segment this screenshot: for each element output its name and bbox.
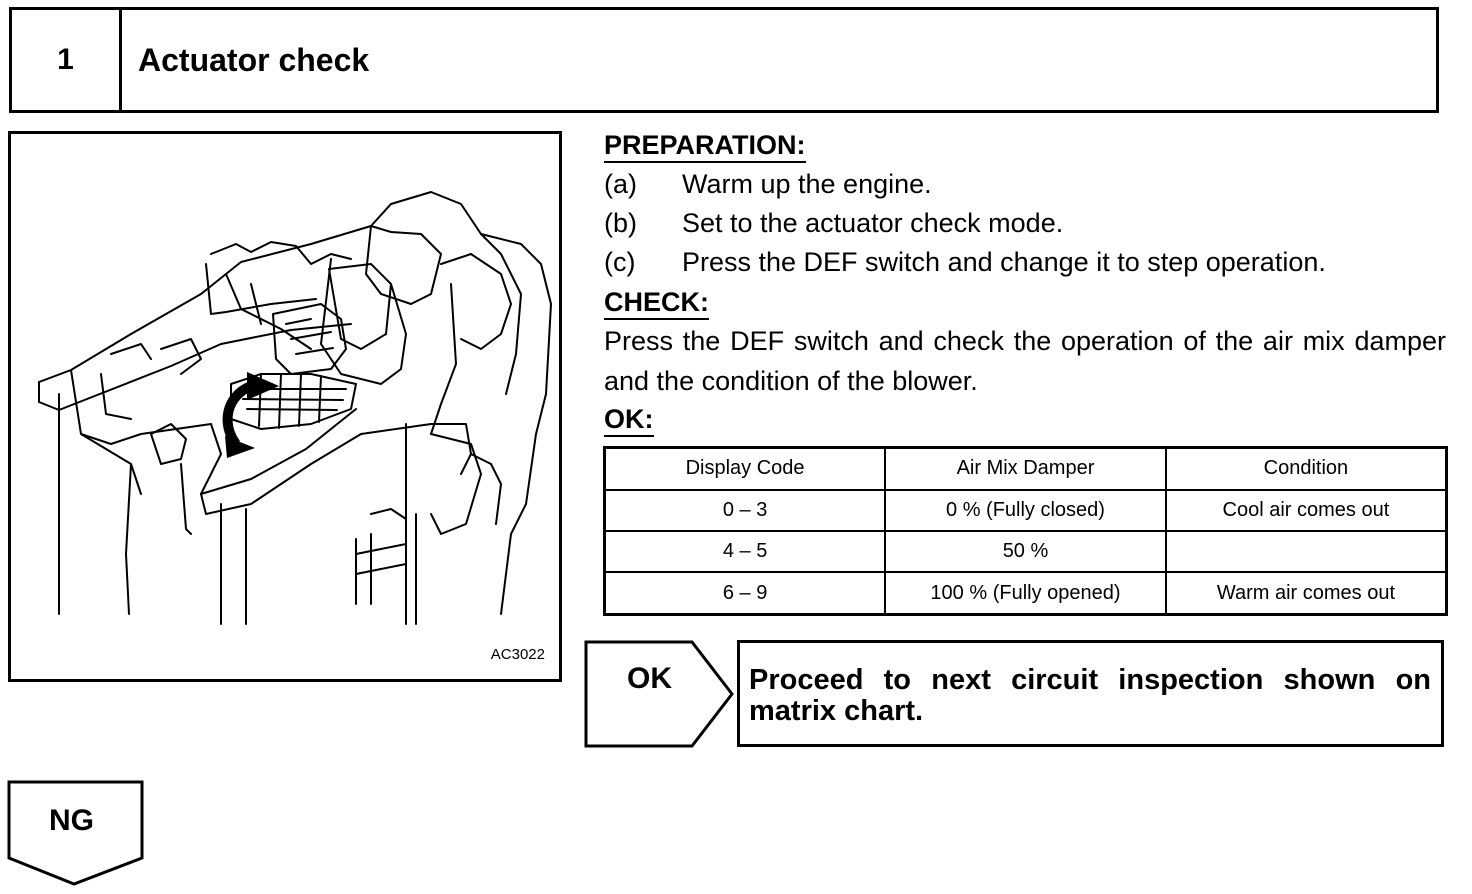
ok-label: OK: (604, 404, 654, 437)
check-text: Press the DEF switch and check the operation of the air mix damper and the condition of the blower. (604, 326, 1446, 396)
prep-step-c (604, 247, 1326, 277)
step-title: Actuator check (138, 42, 370, 78)
figure-code: AC3022 (490, 646, 545, 663)
table-cell: 4 – 5 (605, 531, 886, 572)
step-header (9, 7, 1439, 113)
heater-unit-drawing (11, 134, 559, 679)
step-letter: (c) (604, 247, 636, 277)
table-cell: 0 % (Fully closed) (885, 490, 1166, 531)
step-number: 1 (12, 10, 122, 110)
ok-result-text: Proceed to next circuit inspection shown on matrix chart. (749, 664, 1431, 727)
ng-arrow-box (7, 780, 145, 888)
step-text: Press the DEF switch and change it to step operation. (682, 247, 1326, 277)
table-cell (1166, 531, 1447, 572)
table-cell: Cool air comes out (1166, 490, 1447, 531)
actuator-illustration (8, 131, 562, 682)
table-row (605, 531, 1447, 572)
table-cell: 50 % (885, 531, 1166, 572)
table-header-row (605, 448, 1447, 490)
step-text: Set to the actuator check mode. (682, 208, 1064, 238)
ok-condition-table (603, 446, 1448, 616)
step-text: Warm up the engine. (682, 169, 932, 199)
prep-step-a (604, 169, 932, 199)
table-row (605, 572, 1447, 614)
table-header: Condition (1166, 448, 1447, 490)
ok-result-box (737, 640, 1444, 747)
table-header: Air Mix Damper (885, 448, 1166, 490)
step-letter: (b) (604, 208, 637, 238)
ok-arrow-label: OK (627, 662, 672, 695)
check-label: CHECK: (604, 287, 709, 320)
prep-step-b (604, 208, 1063, 238)
table-cell: Warm air comes out (1166, 572, 1447, 614)
table-row (605, 490, 1447, 531)
table-cell: 6 – 9 (605, 572, 886, 614)
ng-arrow-label: NG (49, 804, 94, 837)
table-header: Display Code (605, 448, 886, 490)
table-cell: 0 – 3 (605, 490, 886, 531)
ok-arrow-box (584, 640, 736, 748)
preparation-label: PREPARATION: (604, 130, 806, 163)
step-letter: (a) (604, 169, 637, 199)
table-cell: 100 % (Fully opened) (885, 572, 1166, 614)
